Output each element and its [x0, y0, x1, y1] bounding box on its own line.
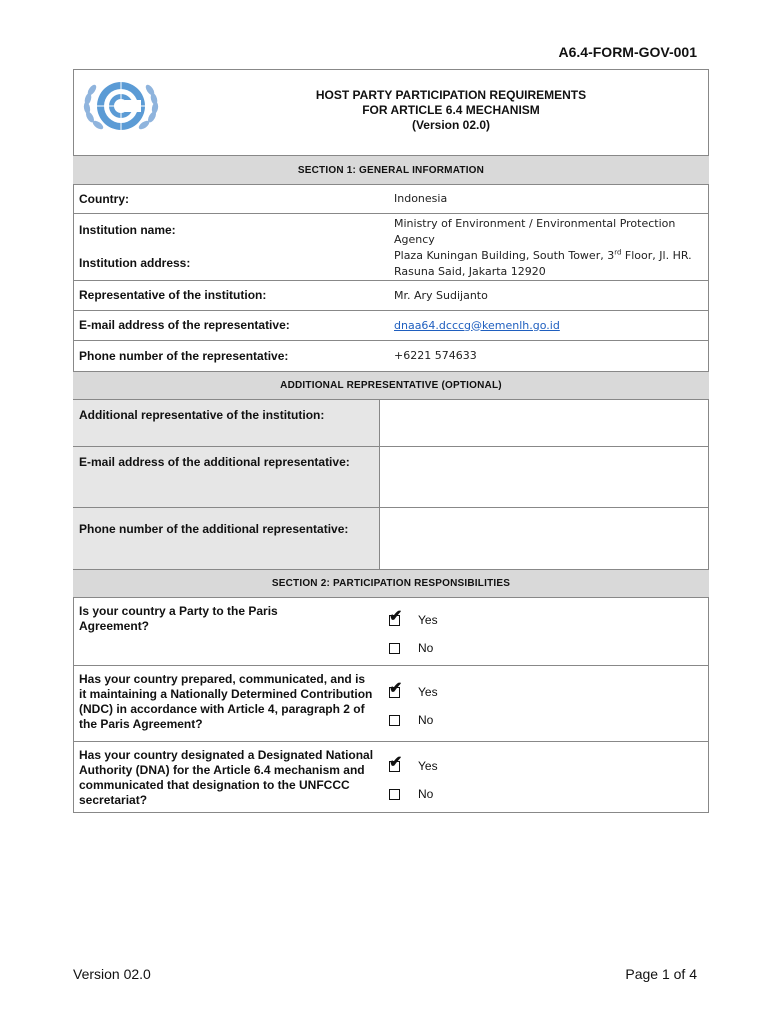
unfccc-logo-icon [81, 75, 161, 137]
phone-row [73, 341, 709, 371]
form-id: A6.4-FORM-GOV-001 [558, 44, 697, 60]
checkmark-icon: ✔ [389, 607, 403, 625]
question-text: Is your country a Party to the Paris Agreement? [79, 604, 278, 633]
institution-name-value: Ministry of Environment / Environmental Protection Agency [394, 217, 676, 246]
phone-value: +6221 574633 [394, 349, 477, 362]
institution-address-row [73, 247, 709, 281]
address-part-2: Floor, Jl. HR. Rasuna Said, Jakarta 12920 [394, 249, 692, 278]
no-label: No [418, 641, 434, 655]
yes-checkbox[interactable] [389, 607, 403, 626]
additional-phone-field[interactable] [380, 508, 709, 569]
email-cell [380, 311, 709, 340]
yes-label: Yes [418, 759, 438, 773]
checkmark-icon: ✔ [389, 679, 403, 697]
country-value: Indonesia [394, 192, 448, 205]
email-link[interactable]: dnaa64.dcccg@kemenlh.go.id [394, 318, 560, 332]
institution-name-row [73, 214, 709, 247]
additional-phone-label: Phone number of the additional representative: [73, 508, 380, 569]
additional-email-field[interactable] [380, 447, 709, 507]
footer-version: Version 02.0 [73, 966, 151, 982]
question-text: Has your country prepared, communicated, and is it maintaining a Nationally Determined Contribution (NDC) in accordance with Article 4, paragraph 2 of the Paris Agreement? [79, 672, 373, 731]
representative-value: Mr. Ary Sudijanto [394, 288, 488, 302]
institution-name-label: Institution name: [79, 223, 176, 237]
additional-email-label: E-mail address of the additional representative: [73, 447, 380, 507]
no-option[interactable] [389, 713, 433, 727]
question-row [73, 666, 709, 742]
additional-heading: ADDITIONAL REPRESENTATIVE (OPTIONAL) [73, 371, 709, 400]
title-line-1: HOST PARTY PARTICIPATION REQUIREMENTS [315, 88, 587, 102]
additional-email-row [73, 447, 709, 508]
title-line-2: FOR ARTICLE 6.4 MECHANISM [362, 103, 540, 117]
form-header [73, 69, 709, 155]
additional-rep-field[interactable] [380, 400, 709, 446]
checkmark-icon: ✔ [389, 753, 403, 771]
question-row [73, 742, 709, 813]
yes-label: Yes [418, 685, 438, 699]
institution-address-value [380, 247, 709, 280]
email-label: E-mail address of the representative: [79, 318, 290, 332]
question-text: Has your country designated a Designated National Authority (DNA) for the Article 6.4 mechanism and communicated that designation to the UNFCCC secretariat? [79, 748, 374, 807]
no-label: No [418, 713, 434, 727]
yes-option[interactable] [389, 679, 438, 699]
email-row [73, 311, 709, 341]
yes-checkbox[interactable] [389, 679, 403, 698]
title-line-3: (Version 02.0) [411, 118, 491, 132]
no-checkbox[interactable] [389, 643, 400, 654]
question-row [73, 598, 709, 666]
additional-rep-row [73, 400, 709, 447]
country-row [73, 185, 709, 214]
country-label: Country: [79, 191, 129, 206]
yes-option[interactable] [389, 753, 438, 773]
yes-checkbox[interactable] [389, 753, 403, 772]
institution-address-label: Institution address: [79, 256, 191, 270]
section-1-heading: SECTION 1: GENERAL INFORMATION [73, 155, 709, 185]
additional-rep-label: Additional representative of the institution: [73, 400, 380, 446]
no-checkbox[interactable] [389, 715, 400, 726]
section-2-heading: SECTION 2: PARTICIPATION RESPONSIBILITIES [73, 569, 709, 598]
representative-label: Representative of the institution: [79, 288, 267, 302]
form-title [233, 88, 669, 133]
yes-option[interactable] [389, 607, 438, 627]
no-checkbox[interactable] [389, 789, 400, 800]
address-ordinal: rd [614, 248, 622, 257]
representative-row [73, 281, 709, 311]
footer-page-number: Page 1 of 4 [625, 966, 697, 982]
no-option[interactable] [389, 787, 433, 801]
phone-label: Phone number of the representative: [79, 348, 289, 363]
additional-phone-row [73, 508, 709, 569]
no-option[interactable] [389, 641, 433, 655]
yes-label: Yes [418, 613, 438, 627]
no-label: No [418, 787, 434, 801]
address-part-1: Plaza Kuningan Building, South Tower, 3 [394, 249, 615, 262]
